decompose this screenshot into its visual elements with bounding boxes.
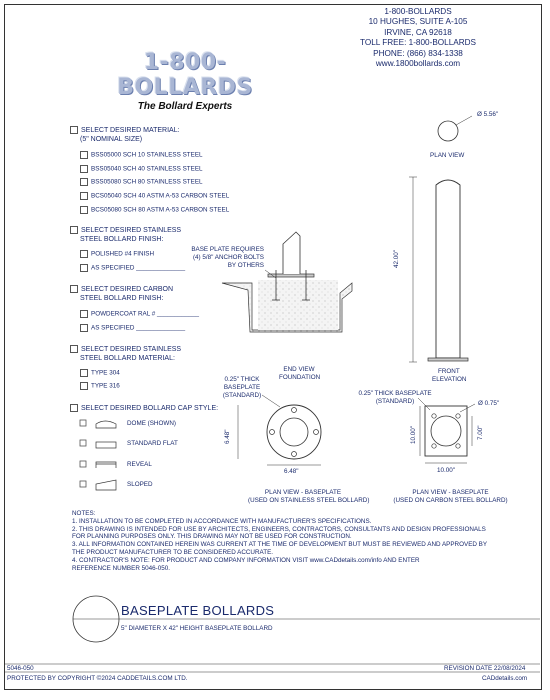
plan-view-circle xyxy=(438,121,458,141)
height-dimension: 42.00" xyxy=(393,250,400,268)
material-option: BSS05080 SCH 80 STAINLESS STEEL xyxy=(91,178,203,186)
flat-cap-icon xyxy=(96,442,116,448)
cs-thickness-label xyxy=(350,390,440,406)
ss-finish-option: AS SPECIFIED ______________ xyxy=(91,264,186,272)
ss-material-title: SELECT DESIRED STAINLESS xyxy=(81,346,182,353)
cs-baseplate-caption xyxy=(388,489,513,505)
ss-caption-line: PLAN VIEW - BASEPLATE xyxy=(264,489,342,496)
notes-block xyxy=(72,510,487,572)
reference-number: 5046-050 xyxy=(7,665,34,672)
cs-caption-line: PLAN VIEW - BASEPLATE xyxy=(412,489,489,496)
ss-finish-title: SELECT DESIRED STAINLESS xyxy=(81,227,182,234)
note-line: FOR PLANNING PURPOSES ONLY. THIS DRAWING MAY NOT BE USED FOR CONSTRUCTION. xyxy=(72,533,352,541)
logo-wordmark: 1-800-BOLLARDS xyxy=(117,50,253,100)
baseplate-elevation xyxy=(428,358,468,361)
cap-option-dome: DOME (SHOWN) xyxy=(127,420,176,427)
ss-material-option: TYPE 304 xyxy=(91,369,120,377)
cap-option-flat: STANDARD FLAT xyxy=(127,440,178,447)
cs-finish-option: POWDERCOAT RAL # ____________ xyxy=(91,310,200,318)
drawing-subtitle: 5" DIAMETER X 42" HEIGHT BASEPLATE BOLLARD xyxy=(121,625,273,632)
end-view-label xyxy=(279,366,319,382)
ss-finish-title-2: STEEL BOLLARD FINISH: xyxy=(80,236,164,243)
material-option: BCS05080 SCH 80 ASTM A-53 CARBON STEEL xyxy=(91,206,230,214)
ss-horizontal-dimension: 6.48" xyxy=(284,468,299,475)
note-line: 3. ALL INFORMATION CONTAINED HEREIN WAS CURRENT AT THE TIME OF DEVELOPMENT BUT MUST BE REVIEWED AND APPROVED BY xyxy=(72,541,488,549)
cap-option-reveal: REVEAL xyxy=(127,461,152,468)
drawing-title: BASEPLATE BOLLARDS xyxy=(121,603,275,618)
cs-thickness-line: 0.25" THICK BASEPLATE xyxy=(358,390,432,397)
cap-flat-checkbox xyxy=(80,440,86,446)
note-line: THE PRODUCT MANUFACTURER TO BE CONSIDERED ACCURATE. xyxy=(72,548,274,556)
cs-finish-option: AS SPECIFIED ______________ xyxy=(91,324,186,332)
cs-caption-line: (USED ON CARBON STEEL BOLLARD) xyxy=(393,497,508,504)
material-option: BSS05040 SCH 40 STAINLESS STEEL xyxy=(91,165,203,173)
note-line: 1. INSTALLATION TO BE COMPLETED IN ACCORDANCE WITH MANUFACTURER'S SPECIFICATIONS. xyxy=(72,517,372,525)
ss-thickness-line: 0.25" THICK xyxy=(224,376,260,383)
logo-tagline: The Bollard Experts xyxy=(137,101,233,112)
ss-thickness-line: (STANDARD) xyxy=(222,392,262,399)
cap-reveal-checkbox xyxy=(80,461,86,467)
notes-heading: NOTES: xyxy=(72,510,96,517)
ss-thickness-label xyxy=(217,376,267,400)
cap-sloped-checkbox xyxy=(80,481,86,487)
bollard-elevation xyxy=(436,180,460,358)
material-option: BCS05040 SCH 40 ASTM A-53 CARBON STEEL xyxy=(91,192,230,200)
contact-line: 10 HUGHES, SUITE A-105 xyxy=(368,17,468,27)
copyright-notice: PROTECTED BY COPYRIGHT ©2024 CADDETAILS.COM LTD. xyxy=(7,675,188,682)
material-option: BSS05000 SCH 10 STAINLESS STEEL xyxy=(91,151,203,159)
plan-view-label: PLAN VIEW xyxy=(430,152,465,159)
ss-material-title-2: STEEL BOLLARD MATERIAL: xyxy=(80,355,175,362)
contact-line: PHONE: (866) 834-1338 xyxy=(373,48,463,58)
anchor-note-line: BY OTHERS xyxy=(227,262,264,269)
cap-dome-checkbox xyxy=(80,420,86,426)
elevation-label: ELEVATION xyxy=(432,376,467,383)
contact-line: TOLL FREE: 1-800-BOLLARDS xyxy=(359,38,477,48)
material-subtitle: (5" NOMINAL SIZE) xyxy=(80,136,143,143)
cs-thickness-line: (STANDARD) xyxy=(375,398,415,405)
contact-line: 1-800-BOLLARDS xyxy=(384,7,452,16)
ss-thickness-line: BASEPLATE xyxy=(223,384,261,391)
cap-option-sloped: SLOPED xyxy=(127,481,153,488)
sloped-cap-icon xyxy=(96,480,116,490)
cs-horizontal-dimension: 10.00" xyxy=(437,467,455,474)
cs-finish-title-2: STEEL BOLLARD FINISH: xyxy=(80,295,164,302)
contact-line: IRVINE, CA 92618 xyxy=(384,27,452,37)
dome-cap-icon xyxy=(96,421,116,428)
revision-date: REVISION DATE 22/08/2024 xyxy=(444,665,526,672)
cs-bolt-spacing: 7.00" xyxy=(477,425,484,440)
ss-caption-line: (USED ON STAINLESS STEEL BOLLARD) xyxy=(248,497,370,504)
ss-vertical-dimension: 6.48" xyxy=(224,429,231,444)
end-view-baseplate xyxy=(268,274,314,277)
cs-vertical-dimension: 10.00" xyxy=(410,426,417,444)
contact-line: www.1800bollards.com xyxy=(375,59,461,69)
ss-finish-option: POLISHED #4 FINISH xyxy=(91,250,154,258)
note-line: REFERENCE NUMBER 5046-050. xyxy=(72,564,170,572)
end-view-line: END VIEW xyxy=(283,366,315,373)
ss-material-option: TYPE 316 xyxy=(91,382,120,390)
note-line: 4. CONTRACTOR'S NOTE: FOR PRODUCT AND COMPANY INFORMATION VISIT www.CADdetails.com/info AND ENTER xyxy=(72,556,420,564)
anchor-note-line: BASE PLATE REQUIRES xyxy=(191,246,264,253)
reveal-cap-icon xyxy=(96,462,116,468)
cs-hole-diameter: Ø 0.75" xyxy=(478,400,500,407)
cad-brand: CADdetails.com xyxy=(482,675,528,682)
anchor-note-line: (4) 5/8" ANCHOR BOLTS xyxy=(192,254,264,261)
end-view-line: FOUNDATION xyxy=(279,374,321,381)
material-title: SELECT DESIRED MATERIAL: xyxy=(81,127,180,134)
cs-finish-title: SELECT DESIRED CARBON xyxy=(81,286,174,293)
ss-baseplate-caption xyxy=(248,489,370,505)
plan-diameter-label: Ø 5.56" xyxy=(477,111,499,118)
end-view-bollard xyxy=(283,232,300,274)
note-line: 2. THIS DRAWING IS INTENDED FOR USE BY ARCHITECTS, ENGINEERS, CONTRACTORS, CONSULTANTS AND DESIGN PROFESSIONALS xyxy=(72,525,486,533)
anchor-note xyxy=(190,246,264,270)
front-label: FRONT xyxy=(438,368,460,375)
cap-title: SELECT DESIRED BOLLARD CAP STYLE: xyxy=(81,405,219,412)
